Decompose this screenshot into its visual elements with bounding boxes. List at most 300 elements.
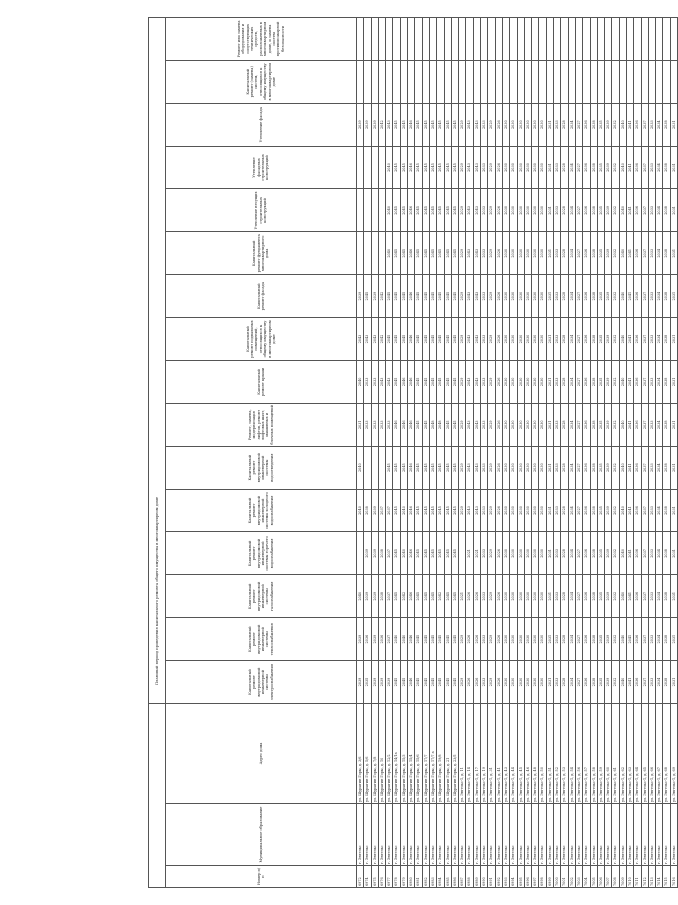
row-municipality: г. Энгельс [641,804,648,866]
row-year-cell: 2030 [532,275,539,318]
row-year-cell [481,17,488,60]
row-number: 7000 [554,866,561,888]
row-year-cell: 2026 [495,146,502,189]
row-year-cell: 2030 [532,103,539,146]
table-row [634,17,641,887]
row-year-cell: 2030 [510,232,517,275]
row-year-cell [371,146,378,189]
row-year-cell [517,60,524,103]
row-year-cell: 2029 [459,618,466,661]
row-year-cell: 2038 [590,489,597,532]
row-year-cell: 2036 [634,532,641,575]
row-year-cell [619,17,626,60]
row-year-cell: 2028 [561,360,568,403]
row-year-cell: 2032 [612,618,619,661]
row-year-cell: 2033 [648,403,655,446]
row-year-cell [371,446,378,489]
row-year-cell: 2040 [619,532,626,575]
row-year-cell: 2036 [634,360,641,403]
row-year-cell: 2035 [597,532,604,575]
row-address: ул. Энгельс-1, д. 44 [510,703,517,803]
row-year-cell [539,60,546,103]
row-year-cell: 2045 [415,532,422,575]
row-year-cell: 2029 [488,618,495,661]
row-year-cell: 2034 [656,575,663,618]
row-number: 6977 [386,866,393,888]
row-year-cell: 2030 [517,575,524,618]
row-year-cell [590,17,597,60]
row-address: ул. Энгельс-1, д. 64 [634,703,641,803]
row-year-cell [364,189,371,232]
row-year-cell: 2045 [429,575,436,618]
row-address: ул. Энгельс-1, д. 48 [532,703,539,803]
table-row [517,17,524,887]
row-year-cell: 2045 [393,489,400,532]
row-year-cell: 2046 [400,360,407,403]
row-year-cell: 2043 [466,318,473,361]
row-year-cell: 2026 [473,661,480,704]
row-year-cell: 2032 [612,403,619,446]
row-municipality: г. Энгельс [510,804,517,866]
row-year-cell: 2034 [568,189,575,232]
row-year-cell: 2045 [415,489,422,532]
row-year-cell [364,446,371,489]
row-address: ул. Энгельс-1, д. 41 [495,703,502,803]
row-year-cell: 2045 [415,575,422,618]
table-row [459,17,466,887]
row-year-cell: 2030 [510,446,517,489]
row-year-cell: 2033 [554,661,561,704]
row-year-cell: 2032 [612,103,619,146]
row-year-cell: 2037 [641,446,648,489]
row-year-cell: 2030 [532,232,539,275]
row-number: 6987 [459,866,466,888]
row-year-cell: 2030 [539,575,546,618]
row-year-cell: 2030 [524,575,531,618]
row-year-cell: 2041 [626,189,633,232]
row-year-cell: 2035 [597,275,604,318]
row-year-cell: 2034 [568,661,575,704]
row-year-cell: 2041 [626,403,633,446]
row-year-cell: 2030 [510,618,517,661]
row-year-cell: 2045 [451,103,458,146]
row-year-cell: 2036 [634,103,641,146]
row-year-cell: 2042 [378,275,385,318]
row-year-cell: 2036 [634,403,641,446]
row-number: 6978 [393,866,400,888]
row-year-cell: 2029 [459,275,466,318]
table-row [575,17,582,887]
table-row [568,17,575,887]
row-year-cell [393,60,400,103]
row-year-cell: 2029 [459,489,466,532]
row-year-cell: 2030 [532,532,539,575]
row-year-cell: 2031 [670,232,677,275]
row-municipality: г. Энгельс [619,804,626,866]
row-year-cell: 2046 [408,403,415,446]
header-row [166,17,357,887]
row-year-cell: 2045 [429,275,436,318]
col-header-work-2: Капитальный ремонт внутридомовой инженерной системы теплоснабжения [166,618,357,661]
col-header-work-15: Капитальный ремонт (замена) систем, относящихся к общему имуществу в многоквартирном доме [166,60,357,103]
row-year-cell [641,60,648,103]
row-year-cell: 2033 [481,189,488,232]
row-number: 6988 [466,866,473,888]
row-year-cell: 2037 [641,318,648,361]
row-year-cell: 2045 [437,103,444,146]
row-year-cell: 2041 [626,446,633,489]
row-year-cell [597,17,604,60]
row-year-cell: 2038 [663,232,670,275]
row-year-cell: 2033 [554,318,561,361]
row-year-cell: 2038 [663,618,670,661]
row-number: 6979 [400,866,407,888]
row-year-cell: 2027 [575,661,582,704]
row-year-cell: 2030 [532,403,539,446]
row-year-cell [400,17,407,60]
table-row [626,17,633,887]
row-year-cell: 2045 [386,446,393,489]
row-year-cell: 2045 [422,103,429,146]
row-address: ул. Энгельс-1, д. 52 [554,703,561,803]
row-year-cell: 2045 [393,575,400,618]
row-year-cell: 2046 [408,575,415,618]
row-year-cell: 2029 [459,232,466,275]
row-year-cell: 2043 [466,275,473,318]
row-year-cell: 2026 [495,661,502,704]
row-year-cell: 2033 [481,275,488,318]
row-year-cell: 2030 [539,532,546,575]
row-year-cell: 2037 [641,103,648,146]
row-number: 6975 [371,866,378,888]
row-year-cell: 2030 [502,446,509,489]
row-year-cell: 2033 [481,446,488,489]
row-year-cell: 2038 [663,360,670,403]
row-year-cell [422,17,429,60]
row-year-cell: 2037 [641,275,648,318]
row-year-cell [364,60,371,103]
row-year-cell: 2031 [670,146,677,189]
row-address: ул. Шурыгин Горы, д. 5/6 [364,703,371,803]
row-address: ул. Шурыгин Горы, д. 15/4 [408,703,415,803]
row-number: 6997 [532,866,539,888]
row-year-cell: 2031 [546,318,553,361]
row-year-cell [459,532,466,575]
row-year-cell: 2043 [473,232,480,275]
row-year-cell: 2040 [357,360,364,403]
row-year-cell: 2040 [619,232,626,275]
row-year-cell [422,60,429,103]
row-year-cell: 2046 [408,232,415,275]
row-year-cell: 2046 [408,618,415,661]
row-year-cell [670,60,677,103]
row-year-cell: 2030 [524,146,531,189]
table-row [656,17,663,887]
row-year-cell: 2038 [590,232,597,275]
row-municipality: г. Энгельс [634,804,641,866]
row-year-cell: 2030 [510,661,517,704]
row-year-cell [510,17,517,60]
row-year-cell: 2030 [517,103,524,146]
row-year-cell: 2039 [605,318,612,361]
row-year-cell [619,60,626,103]
row-year-cell: 2048 [437,403,444,446]
row-year-cell: 2038 [590,189,597,232]
row-year-cell: 2034 [656,232,663,275]
row-year-cell: 2045 [400,446,407,489]
row-address: ул. Энгельс-1, д. 65 [641,703,648,803]
row-year-cell: 2045 [422,532,429,575]
row-year-cell: 2045 [429,189,436,232]
row-number: 6976 [378,866,385,888]
row-year-cell: 2038 [663,189,670,232]
row-year-cell: 2037 [641,661,648,704]
row-number: 7015 [663,866,670,888]
row-year-cell: 2039 [605,146,612,189]
row-year-cell: 2038 [590,403,597,446]
row-year-cell: 2046 [408,146,415,189]
table-row [590,17,597,887]
row-municipality: г. Энгельс [502,804,509,866]
row-year-cell: 2039 [605,446,612,489]
row-year-cell: 2031 [670,318,677,361]
row-number: 6980 [408,866,415,888]
row-year-cell [378,189,385,232]
table-row [488,17,495,887]
row-year-cell: 2036 [634,275,641,318]
row-year-cell [459,60,466,103]
row-year-cell: 2045 [444,189,451,232]
row-year-cell: 2030 [539,318,546,361]
table-row [415,17,422,887]
row-municipality: г. Энгельс [429,804,436,866]
row-year-cell: 2045 [415,275,422,318]
row-year-cell: 2030 [532,661,539,704]
row-year-cell [641,17,648,60]
row-year-cell: 2026 [495,103,502,146]
row-year-cell: 2029 [459,146,466,189]
row-year-cell [371,60,378,103]
row-year-cell: 2030 [524,189,531,232]
row-number: 6991 [488,866,495,888]
row-year-cell: 2032 [612,532,619,575]
row-year-cell: 2029 [488,360,495,403]
row-year-cell: 2045 [437,618,444,661]
row-year-cell: 2045 [400,661,407,704]
col-header-work-11: Капитальный ремонт фундамента многоквартирного дома [166,232,357,275]
row-address: ул. Энгельс-1, д. 50 [539,703,546,803]
row-year-cell: 2038 [663,275,670,318]
row-year-cell: 2040 [619,146,626,189]
row-year-cell: 2040 [619,446,626,489]
row-year-cell: 2046 [408,360,415,403]
row-year-cell: 2030 [517,189,524,232]
row-year-cell: 2028 [561,103,568,146]
row-address: ул. Шурыгин Горы, д. 12/2 [386,703,393,803]
row-year-cell [634,17,641,60]
row-year-cell: 2037 [641,189,648,232]
row-year-cell: 2035 [597,661,604,704]
row-year-cell: 2045 [451,189,458,232]
row-year-cell: 2045 [415,318,422,361]
row-year-cell: 2030 [502,489,509,532]
row-year-cell: 2031 [546,275,553,318]
row-year-cell [517,17,524,60]
row-year-cell: 2043 [473,360,480,403]
row-year-cell: 2038 [378,575,385,618]
row-year-cell: 2045 [444,446,451,489]
row-year-cell: 2039 [371,532,378,575]
row-year-cell: 2036 [634,661,641,704]
row-year-cell [546,60,553,103]
row-year-cell: 2036 [634,189,641,232]
table-row [561,17,568,887]
row-year-cell: 2040 [386,189,393,232]
row-year-cell: 2034 [656,403,663,446]
row-year-cell: 2026 [495,360,502,403]
row-year-cell: 2045 [400,318,407,361]
row-year-cell [554,17,561,60]
row-year-cell: 2034 [568,489,575,532]
row-year-cell: 2045 [393,360,400,403]
row-year-cell: 2027 [575,489,582,532]
row-year-cell: 2045 [444,360,451,403]
row-address: ул. Энгельс-1, д. 66 [648,703,655,803]
row-year-cell: 2026 [466,618,473,661]
table-row [400,17,407,887]
row-address: ул. Энгельс-1, д. 60 [605,703,612,803]
row-year-cell: 2036 [583,232,590,275]
row-municipality: г. Энгельс [495,804,502,866]
row-year-cell: 2043 [466,403,473,446]
row-year-cell: 2045 [429,446,436,489]
row-year-cell: 2031 [546,489,553,532]
row-year-cell: 2045 [451,661,458,704]
row-year-cell: 2026 [495,489,502,532]
row-number: 7014 [656,866,663,888]
row-year-cell: 2033 [554,189,561,232]
row-year-cell: 2032 [612,575,619,618]
row-number: 6993 [502,866,509,888]
row-year-cell: 2041 [626,532,633,575]
row-year-cell: 2033 [554,489,561,532]
row-municipality: г. Энгельс [532,804,539,866]
row-year-cell: 2028 [561,618,568,661]
table-row [422,17,429,887]
row-year-cell: 2039 [357,661,364,704]
row-year-cell [495,60,502,103]
table-row [364,17,371,887]
row-year-cell [648,17,655,60]
row-year-cell [451,60,458,103]
row-year-cell: 2030 [524,661,531,704]
row-year-cell: 2039 [371,661,378,704]
row-year-cell: 2029 [488,146,495,189]
row-year-cell: 2030 [510,489,517,532]
row-year-cell: 2039 [605,575,612,618]
row-address: ул. Шурыгин Горы, д. 10 [378,703,385,803]
row-year-cell [378,232,385,275]
table-row [502,17,509,887]
row-year-cell: 2035 [364,661,371,704]
row-year-cell: 2045 [451,618,458,661]
row-year-cell: 2036 [378,618,385,661]
row-year-cell: 2027 [575,318,582,361]
row-year-cell: 2037 [641,232,648,275]
row-year-cell: 2043 [466,103,473,146]
row-year-cell [429,17,436,60]
row-address: ул. Энгельс-1, д. 54 [568,703,575,803]
row-municipality: г. Энгельс [575,804,582,866]
row-year-cell: 2041 [626,103,633,146]
row-year-cell: 2034 [656,146,663,189]
row-year-cell: 2038 [590,360,597,403]
row-year-cell: 2045 [400,103,407,146]
row-year-cell: 2045 [393,661,400,704]
row-year-cell: 2034 [568,146,575,189]
row-year-cell: 2028 [561,661,568,704]
row-year-cell: 2045 [364,275,371,318]
row-year-cell: 2038 [364,489,371,532]
row-municipality: г. Энгельс [626,804,633,866]
row-year-cell: 2029 [488,232,495,275]
row-year-cell: 2037 [386,618,393,661]
row-year-cell: 2032 [612,146,619,189]
row-municipality: г. Энгельс [590,804,597,866]
row-year-cell: 2045 [415,146,422,189]
row-year-cell: 2035 [597,446,604,489]
row-year-cell: 2043 [473,403,480,446]
row-year-cell [663,60,670,103]
row-year-cell [386,60,393,103]
row-year-cell: 2029 [459,446,466,489]
row-year-cell [357,232,364,275]
row-address: ул. Энгельс-1, д. 17 [473,703,480,803]
row-year-cell: 2045 [444,575,451,618]
row-year-cell: 2030 [502,146,509,189]
row-year-cell: 2045 [429,618,436,661]
row-year-cell [583,17,590,60]
row-year-cell: 2029 [459,318,466,361]
row-year-cell: 2046 [408,446,415,489]
rotated-table-sheet [148,18,676,888]
row-year-cell: 2045 [415,360,422,403]
row-number: 6998 [539,866,546,888]
row-year-cell: 2030 [539,661,546,704]
row-year-cell: 2026 [473,618,480,661]
row-year-cell: 2045 [393,146,400,189]
row-year-cell: 2046 [408,532,415,575]
table-body [357,17,678,887]
row-number: 7002 [568,866,575,888]
row-year-cell: 2046 [408,489,415,532]
row-year-cell: 2045 [437,232,444,275]
row-year-cell [554,60,561,103]
row-year-cell: 2045 [451,318,458,361]
row-year-cell: 2030 [517,661,524,704]
row-year-cell: 2031 [670,360,677,403]
row-year-cell: 2037 [378,489,385,532]
row-year-cell: 2030 [510,360,517,403]
row-municipality: г. Энгельс [670,804,677,866]
row-address: ул. Энгельс-1, д. 14 [466,703,473,803]
row-year-cell: 2040 [619,318,626,361]
row-year-cell: 2030 [517,360,524,403]
table-row [641,17,648,887]
row-year-cell: 2031 [546,360,553,403]
row-year-cell: 2045 [422,318,429,361]
capital-repair-table [148,17,678,888]
